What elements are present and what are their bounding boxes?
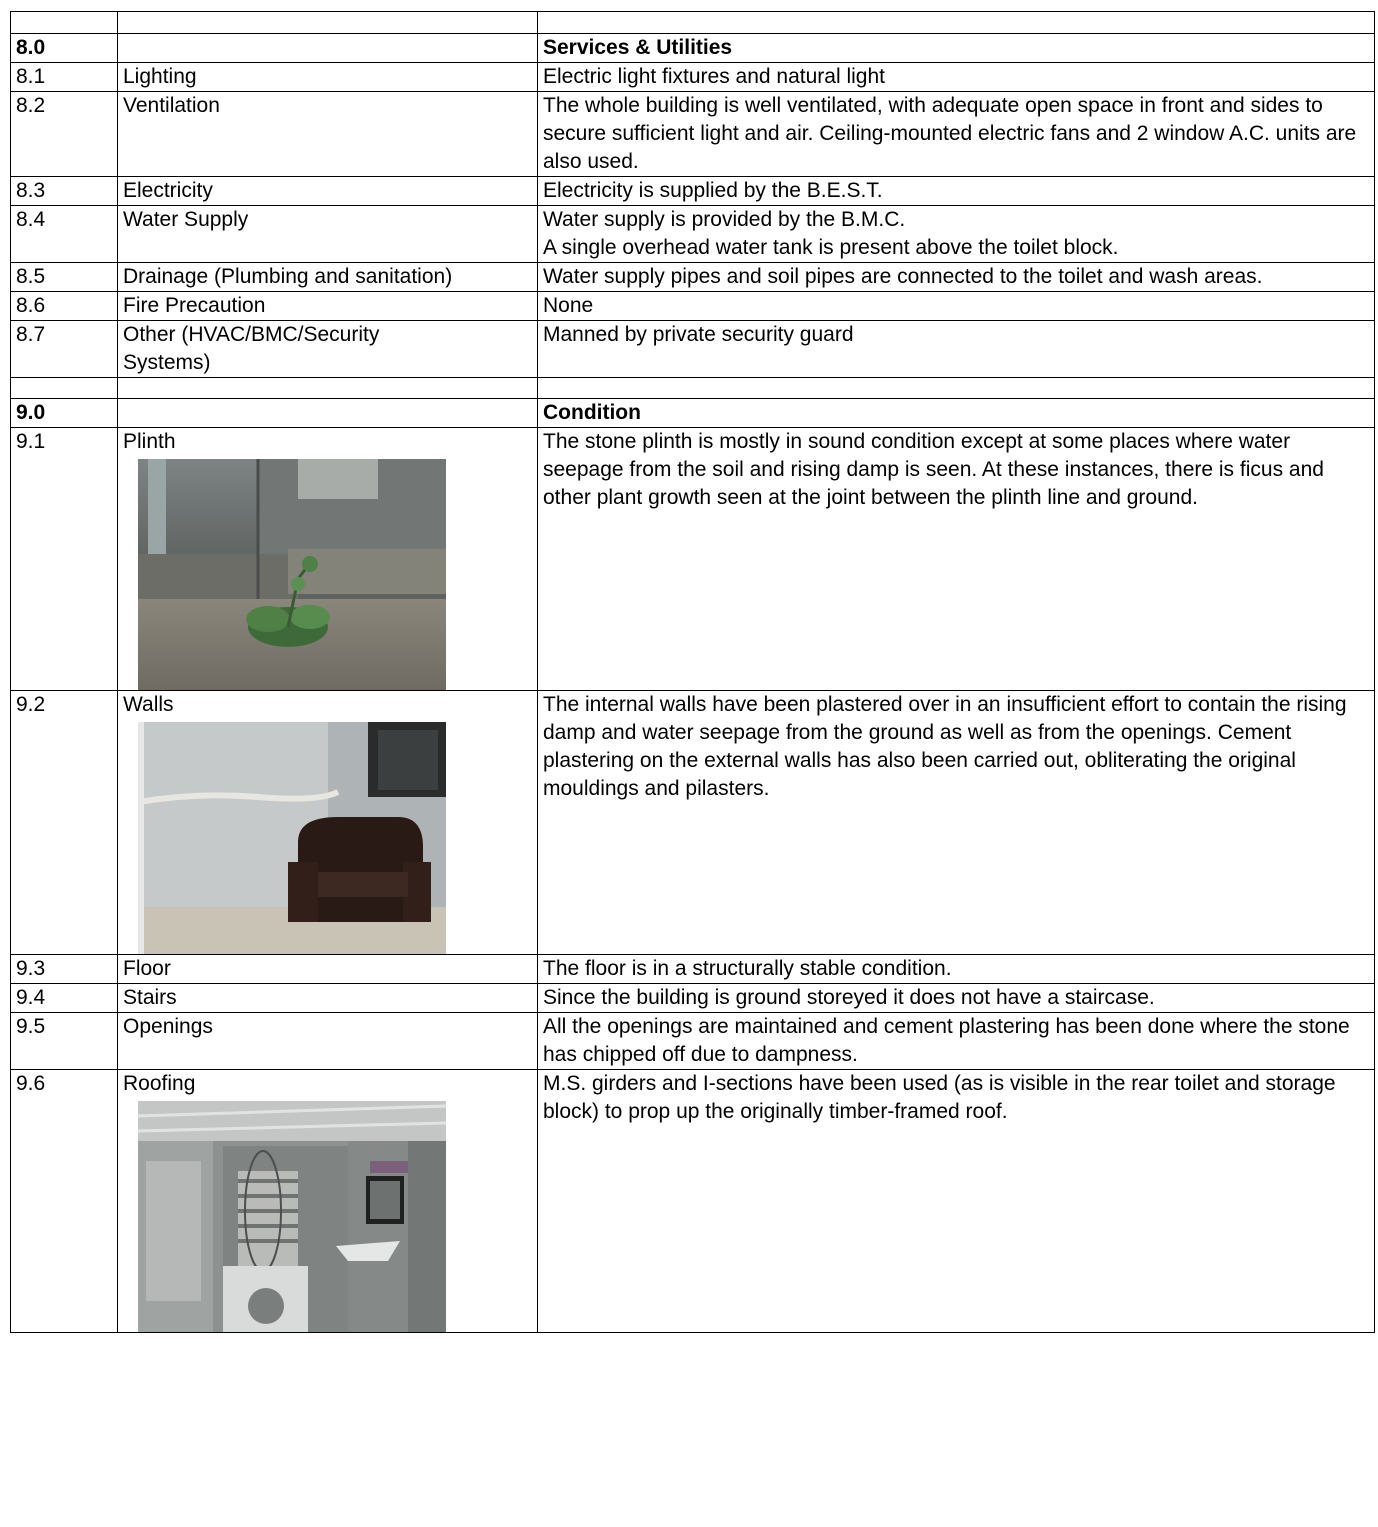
item-label: Openings xyxy=(118,1013,538,1070)
section-number: 8.0 xyxy=(11,34,118,63)
item-number: 8.6 xyxy=(11,292,118,321)
item-description: Electric light fixtures and natural light xyxy=(538,63,1375,92)
item-label: Other (HVAC/BMC/Security Systems) xyxy=(118,321,538,378)
item-number: 8.5 xyxy=(11,263,118,292)
item-description: Electricity is supplied by the B.E.S.T. xyxy=(538,177,1375,206)
item-description: The internal walls have been plastered over in an insufficient effort to contain the rising damp and water seepage from the ground as well as from the openings. Cement plastering on the external walls has also been carried out, obliterating the original mouldings and pilasters. xyxy=(538,691,1375,955)
roofing-photo xyxy=(138,1101,446,1332)
item-label: Electricity xyxy=(118,177,538,206)
item-label: Stairs xyxy=(118,984,538,1013)
table-row xyxy=(11,984,1375,1013)
item-label: Floor xyxy=(118,955,538,984)
item-label: Drainage (Plumbing and sanitation) xyxy=(118,263,538,292)
item-description: All the openings are maintained and cement plastering has been done where the stone has chipped off due to dampness. xyxy=(538,1013,1375,1070)
item-description: Manned by private security guard xyxy=(538,321,1375,378)
item-description: The stone plinth is mostly in sound condition except at some places where water seepage from the soil and rising damp is seen. At these instances, there is ficus and other plant growth seen at the joint between the plinth line and ground. xyxy=(538,428,1375,691)
blank-row xyxy=(11,378,1375,399)
table-row xyxy=(11,177,1375,206)
condition-report-table xyxy=(10,11,1375,1333)
item-description: Water supply pipes and soil pipes are connected to the toilet and wash areas. xyxy=(538,263,1375,292)
section-title: Services & Utilities xyxy=(538,34,1375,63)
table-row xyxy=(11,206,1375,263)
item-number: 8.7 xyxy=(11,321,118,378)
table-row xyxy=(11,263,1375,292)
item-label: Plinth xyxy=(123,430,176,453)
table-row xyxy=(11,428,1375,691)
section-number: 9.0 xyxy=(11,399,118,428)
item-label: Fire Precaution xyxy=(118,292,538,321)
item-description: The floor is in a structurally stable condition. xyxy=(538,955,1375,984)
item-number: 9.2 xyxy=(11,691,118,955)
table-row xyxy=(11,321,1375,378)
table-row xyxy=(11,292,1375,321)
item-number: 9.1 xyxy=(11,428,118,691)
section-header-row xyxy=(11,399,1375,428)
item-label: Lighting xyxy=(118,63,538,92)
item-description-extra: A single overhead water tank is present above the toilet block. xyxy=(543,236,1119,259)
walls-photo xyxy=(138,722,446,954)
item-number: 8.3 xyxy=(11,177,118,206)
item-number: 9.5 xyxy=(11,1013,118,1070)
table-row xyxy=(11,691,1375,955)
item-number: 9.3 xyxy=(11,955,118,984)
item-label-cell xyxy=(118,691,538,955)
item-label: Ventilation xyxy=(118,92,538,177)
item-label-cell xyxy=(118,428,538,691)
table-row xyxy=(11,955,1375,984)
item-description: M.S. girders and I-sections have been used (as is visible in the rear toilet and storage block) to prop up the originally timber-framed roof. xyxy=(538,1070,1375,1333)
item-label-cell xyxy=(118,1070,538,1333)
blank-row xyxy=(11,12,1375,34)
table-row xyxy=(11,1013,1375,1070)
item-number: 8.2 xyxy=(11,92,118,177)
section-header-row xyxy=(11,34,1375,63)
table-row xyxy=(11,63,1375,92)
item-description: Water supply is provided by the B.M.C. xyxy=(543,208,906,231)
item-label: Walls xyxy=(123,693,174,716)
section-title: Condition xyxy=(538,399,1375,428)
item-number: 8.1 xyxy=(11,63,118,92)
plinth-photo xyxy=(138,459,446,690)
item-number: 9.6 xyxy=(11,1070,118,1333)
table-row xyxy=(11,92,1375,177)
item-description-cell xyxy=(538,206,1375,263)
item-description: Since the building is ground storeyed it does not have a staircase. xyxy=(538,984,1375,1013)
table-row xyxy=(11,1070,1375,1333)
item-number: 9.4 xyxy=(11,984,118,1013)
item-label: Water Supply xyxy=(118,206,538,263)
item-number: 8.4 xyxy=(11,206,118,263)
item-description: None xyxy=(538,292,1375,321)
item-label: Roofing xyxy=(123,1072,196,1095)
item-description: The whole building is well ventilated, with adequate open space in front and sides to secure sufficient light and air. Ceiling-mounted electric fans and 2 window A.C. units are also used. xyxy=(538,92,1375,177)
